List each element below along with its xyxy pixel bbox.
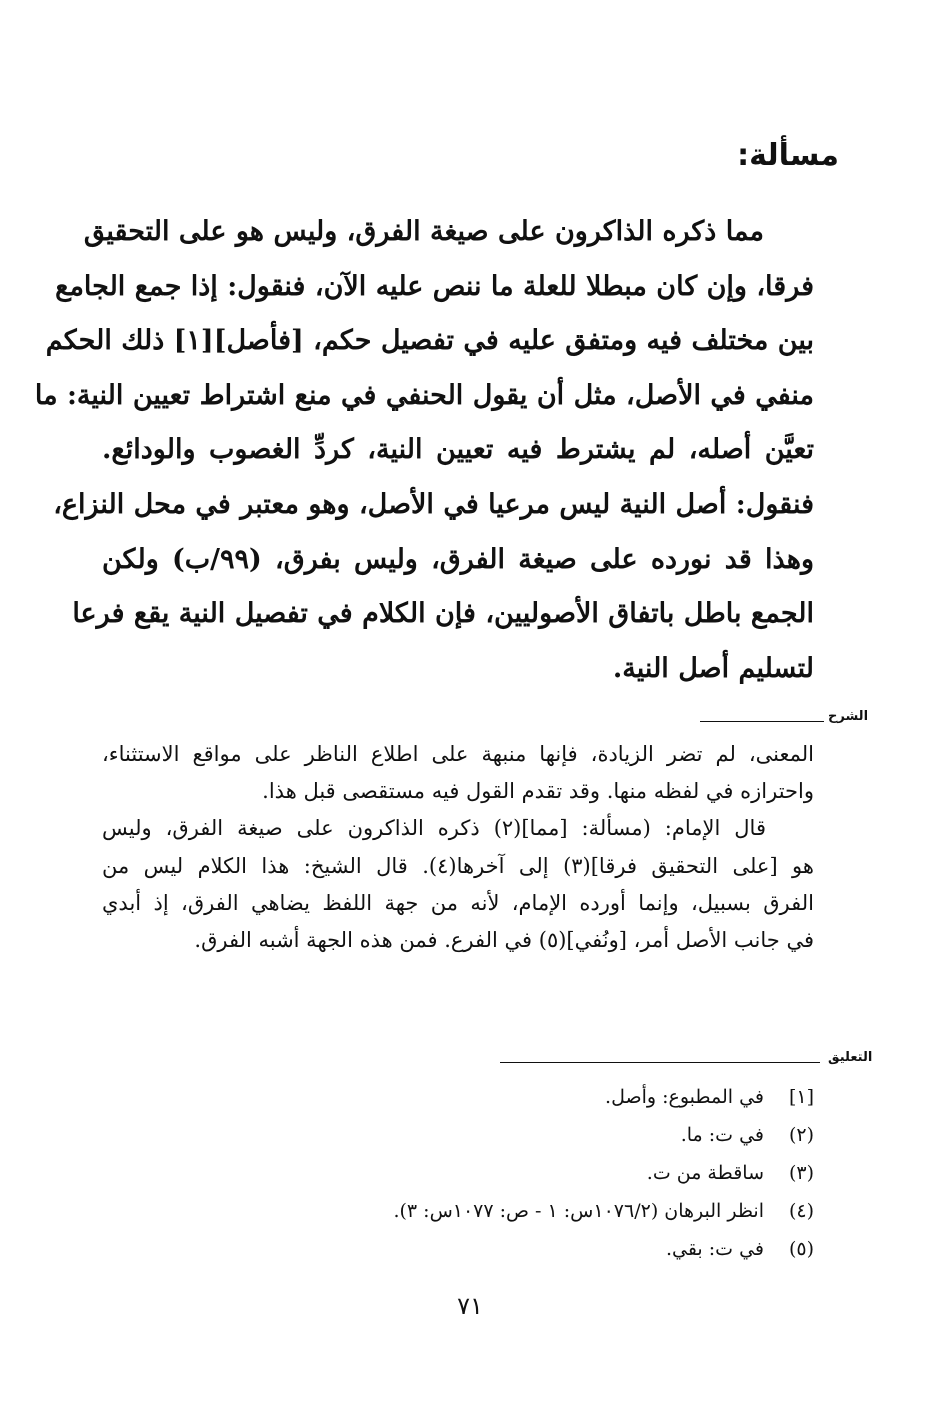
footnote-text: في ت: ما. xyxy=(680,1124,764,1146)
footnote xyxy=(102,1230,814,1268)
footnote-number: (٤) xyxy=(788,1200,814,1222)
footnote xyxy=(102,1192,814,1230)
footnote xyxy=(102,1078,814,1116)
commentary-label: الشرح xyxy=(828,709,869,724)
main-text-line: لتسليم أصل النية. xyxy=(612,652,814,684)
main-text-line: فنقول: أصل النية ليس مرعيا في الأصل، وهو معتبر في محل النزاع، xyxy=(53,488,814,520)
commentary-text xyxy=(102,736,814,959)
footnote-number: [١] xyxy=(788,1086,814,1108)
commentary-divider xyxy=(700,721,824,722)
commentary-line: قال الإمام: (مسألة: [مما](٢) ذكره الذاكرون على صيغة الفرق، وليس xyxy=(102,816,766,841)
main-text-line: تعيَّن أصله، لم يشترط فيه تعيين النية، كردِّ الغصوب والودائع. xyxy=(102,434,814,466)
footnote xyxy=(102,1116,814,1154)
main-text-line: الجمع باطل باتفاق الأصوليين، فإن الكلام في تفصيل النية يقع فرعا xyxy=(72,598,814,630)
main-text-line: وهذا قد نورده على صيغة الفرق، وليس بفرق، (٩٩/ب) ولكن xyxy=(102,543,814,575)
notes-label: التعليق xyxy=(828,1050,873,1065)
commentary-line: الفرق بسبيل، وإنما أورده الإمام، لأنه من جهة اللفظ يضاهي الفرق، إذ أبدي xyxy=(102,890,814,915)
page-number: ٧١ xyxy=(457,1292,483,1320)
main-text-line: منفي في الأصل، مثل أن يقول الحنفي في منع اشتراط تعيين النية: ما xyxy=(34,379,814,411)
footnote xyxy=(102,1154,814,1192)
section-heading: مسألة: xyxy=(737,138,839,173)
notes-divider xyxy=(500,1062,820,1063)
commentary-line: المعنى، لم تضر الزيادة، فإنها منبهة على اطلاع الناظر على مواقع الاستثناء، xyxy=(102,742,814,766)
footnote-number: (٣) xyxy=(788,1162,814,1184)
footnote-text: في المطبوع: وأصل. xyxy=(605,1086,764,1108)
footnote-number: (٥) xyxy=(788,1238,814,1260)
commentary-line: في جانب الأصل أمر، [ونُفي](٥) في الفرع. فمن هذه الجهة أشبه الفرق. xyxy=(194,928,814,953)
main-text-line: مما ذكره الذاكرون على صيغة الفرق، وليس هو على التحقيق xyxy=(83,216,764,247)
commentary-line: واحترازه في لفظه منها. وقد تقدم القول فيه مستقصى قبل هذا. xyxy=(262,779,814,804)
footnotes-list xyxy=(102,1078,814,1268)
footnote-text: انظر البرهان (١٠٧٦/٢س: ١ - ص: ١٠٧٧س: ٣). xyxy=(393,1200,764,1222)
commentary-line: هو [على التحقيق فرقا](٣) إلى آخرها(٤). قال الشيخ: هذا الكلام ليس من xyxy=(102,853,814,878)
main-text-line: بين مختلف فيه ومتفق عليه في تفصيل حكم، [فأصل][١] ذلك الحكم xyxy=(45,325,814,357)
footnote-text: ساقطة من ت. xyxy=(646,1162,764,1184)
footnote-text: في ت: بقي. xyxy=(665,1238,764,1260)
footnote-number: (٢) xyxy=(788,1124,814,1146)
main-text xyxy=(34,205,814,696)
main-text-line: فرقا، وإن كان مبطلا للعلة ما ننص عليه الآن، فنقول: إذا جمع الجامع xyxy=(55,270,814,302)
